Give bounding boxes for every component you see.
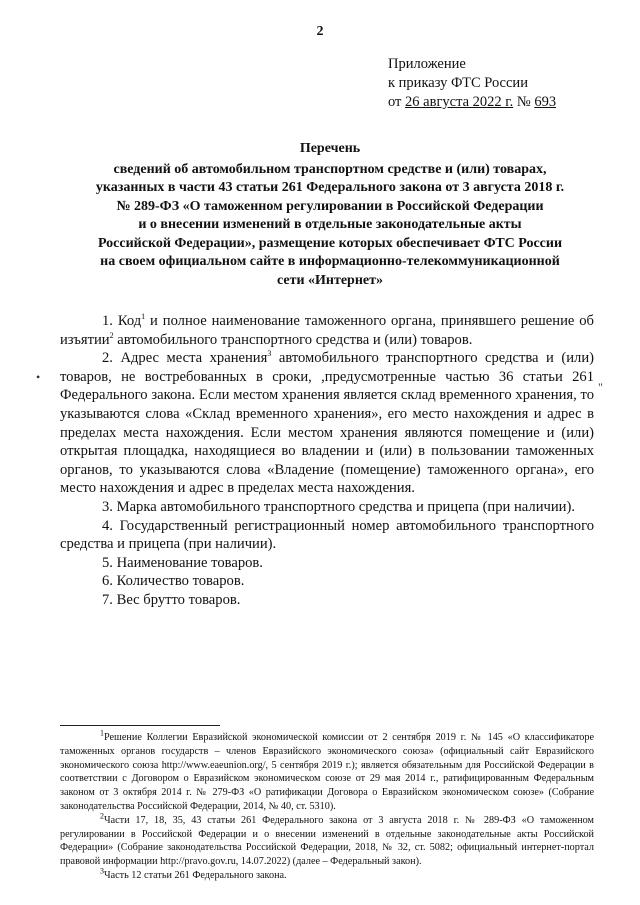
footnote-3: $^3$Часть 12 статьи 261 Федерального закона. (100, 866, 287, 881)
list-item-3: 3. Марка автомобильного транспортного средства и прицепа (при наличии). (102, 498, 575, 515)
title-line-3: № 289-ФЗ «О таможенном регулировании в Российской Федерации (116, 198, 544, 214)
order-number-label: № (513, 94, 535, 110)
footnote-2: $^2$Части 17, 18, 35, 43 статьи 261 Федерального закона от 3 августа 2018 г. № 289-ФЗ «О таможенном регулировании в Российской Федерации и о внесении изменений в отдельные законодательные акты Российской Федерации» (Собрание законодательства Российской Федерации, 2018, № 32, ст. 5082; официальный интернет-портал правовой информации http://pravo.gov.ru, 14.07.2022) (далее – Федеральный закон). (60, 811, 594, 868)
appendix-line-2: к приказу ФТС России (388, 75, 528, 91)
title-line-4: и о внесении изменений в отдельные законодательные акты (138, 217, 522, 232)
list-item-7: 7. Вес брутто товаров. (102, 591, 241, 608)
appendix-date-prefix: от (388, 94, 406, 110)
footnote-1: $^1$Решение Коллегии Евразийской экономической комиссии от 2 сентября 2019 г. № 145 «О классификаторе таможенных органов государств – членов Евразийского экономического союза» (официальный сайт Евразийского экономического союза http://www.eaeunion.org/, 5 сентября 2019 г.); является обязательным для Российской Федерации в соответствии с Договором о Евразийском экономическом союзе от 29 мая 2014 г., ратифицированным Федеральным законом от 3 октября 2014 г. № 279-ФЗ «О ратификации Договора о Евразийском экономическом союзе» (Собрание законодательства Российской Федерации, 2014, № 40, ст. 5310). (60, 728, 594, 812)
footnote-ref-1: 1 (141, 312, 146, 322)
document-title (60, 140, 600, 290)
appendix-line-1: Приложение (388, 56, 466, 72)
footnote-ref-2: 2 (109, 330, 114, 340)
appendix-block (388, 55, 556, 112)
list-item-1: 1. Код$^1$ и полное наименование таможенного органа, принявшего решение об изъятии$^2$ автомобильного транспортного средства и (или) товаров. (60, 312, 594, 348)
footnotes (60, 728, 594, 883)
order-date: 26 августа 2022 г. (405, 94, 514, 110)
margin-mark-right: " (598, 380, 603, 394)
appendix-line-3 (388, 93, 556, 112)
title-line-2: указанных в части 43 статьи 261 Федерального закона от 3 августа 2018 г. (95, 180, 565, 195)
footnote-divider (60, 725, 220, 726)
title-line-6: на своем официальном сайте в информационно-телекоммуникационной (100, 254, 560, 269)
margin-mark-left: • (36, 370, 41, 384)
page-number: 2 (316, 24, 324, 39)
title-heading: Перечень (299, 141, 361, 156)
title-line-5: Российской Федерации», размещение которых обеспечивает ФТС России (97, 235, 563, 251)
title-line-1: сведений об автомобильном транспортном средстве и (или) товарах, (113, 161, 547, 177)
list-item-6: 6. Количество товаров. (102, 573, 245, 590)
items-list (60, 312, 594, 610)
list-item-4: 4. Государственный регистрационный номер автомобильного транспортного средства и прицепа (при наличии). (60, 517, 594, 553)
list-item-5: 5. Наименование товаров. (102, 554, 263, 571)
title-line-7: сети «Интернет» (276, 272, 384, 288)
list-item-2: 2. Адрес места хранения$^3$ автомобильного транспортного средства и (или) товаров, не востребованных в сроки, ,предусмотренные частью 36 статьи 261 Федерального закона. Если местом хранения является склад временного хранения, то указываются слова «Склад временного хранения», его место нахождения и адрес в пределах места нахождения. Если местом хранения являются помещение и (или) открытая площадка, находящиеся во владении и (или) в пользовании таможенных органов, то указываются слова «Владение (помещение) таможенного органа», его место нахождения и адрес в пределах места нахождения. (60, 349, 594, 497)
order-number: 693 (534, 94, 557, 110)
footnote-ref-3: 3 (267, 349, 272, 359)
